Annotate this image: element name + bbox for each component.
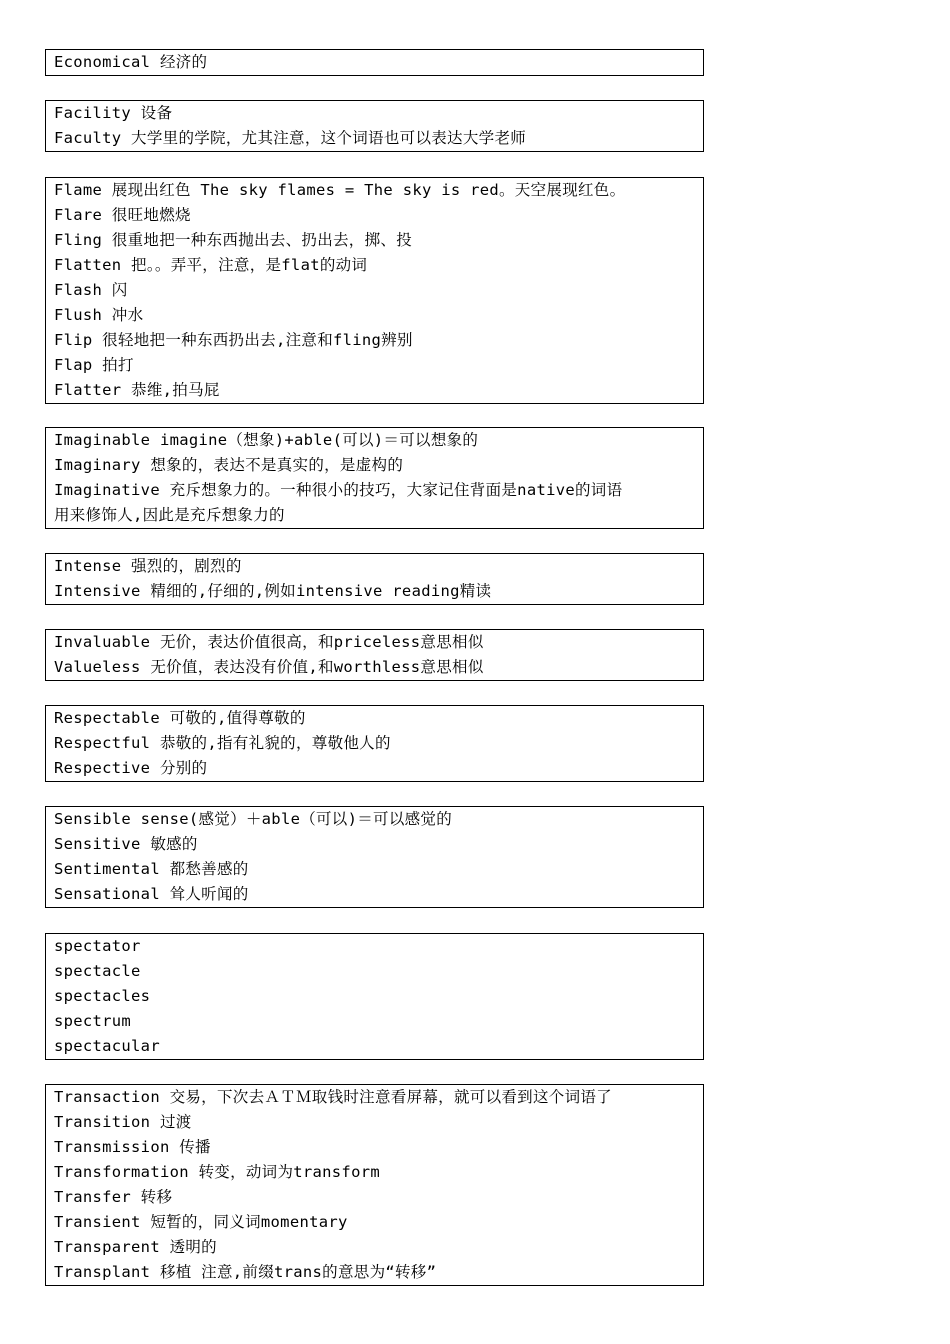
vocab-line: Flatten 把。。弄平，注意，是flat的动词: [54, 256, 368, 274]
vocab-line: Imaginary 想象的，表达不是真实的，是虚构的: [54, 456, 404, 474]
vocab-box-facility: [45, 100, 704, 152]
vocab-box-transaction: [45, 1084, 704, 1286]
vocab-line: Transparent 透明的: [54, 1238, 217, 1256]
vocab-line: Respectable 可敬的,值得尊敬的: [54, 709, 306, 727]
vocab-line: Flatter 恭维,拍马屁: [54, 381, 220, 399]
vocab-line: Sensible sense(感觉）＋able（可以)＝可以感觉的: [54, 810, 453, 828]
vocab-line: Flush 冲水: [54, 306, 144, 324]
vocab-line: Intense 强烈的，剧烈的: [54, 557, 242, 575]
vocab-box-sensible: [45, 806, 704, 908]
vocab-line: Transfer 转移: [54, 1188, 173, 1206]
vocab-line: Transaction 交易，下次去ＡＴＭ取钱时注意看屏幕，就可以看到这个词语了: [54, 1088, 612, 1106]
vocab-box-spectator: [45, 933, 704, 1060]
vocab-line: Fling 很重地把一种东西抛出去、扔出去，掷、投: [54, 231, 412, 249]
vocab-line: Intensive 精细的,仔细的,例如intensive reading精读: [54, 582, 492, 600]
vocab-line: Respective 分别的: [54, 759, 208, 777]
vocab-line: Transplant 移植 注意,前缀trans的意思为“转移”: [54, 1263, 437, 1281]
vocab-line: spectacle: [54, 962, 141, 980]
vocab-line: Faculty 大学里的学院，尤其注意，这个词语也可以表达大学老师: [54, 129, 527, 147]
vocab-box-economical: [45, 49, 704, 76]
vocab-line: Respectful 恭敬的,指有礼貌的，尊敬他人的: [54, 734, 391, 752]
vocab-line: Imaginable imagine（想象)+able(可以)＝可以想象的: [54, 431, 479, 449]
vocab-line: Invaluable 无价，表达价值很高，和priceless意思相似: [54, 633, 484, 651]
vocab-line: Transition 过渡: [54, 1113, 192, 1131]
vocab-line: spectrum: [54, 1012, 132, 1030]
vocab-line: Valueless 无价值，表达没有价值,和worthless意思相似: [54, 658, 484, 676]
vocab-box-flame: [45, 177, 704, 404]
vocab-line: Sensitive 敏感的: [54, 835, 198, 853]
vocab-line: Transformation 转变，动词为transform: [54, 1163, 380, 1181]
vocab-line: Transient 短暂的，同义词momentary: [54, 1213, 348, 1231]
vocab-line: Transmission 传播: [54, 1138, 211, 1156]
vocab-line: Sentimental 都愁善感的: [54, 860, 249, 878]
vocab-line: spectacles: [54, 987, 151, 1005]
vocab-line: Economical 经济的: [54, 53, 208, 71]
vocab-line: Facility 设备: [54, 104, 173, 122]
vocab-box-intense: [45, 553, 704, 605]
vocab-line: Flip 很轻地把一种东西扔出去,注意和fling辨别: [54, 331, 413, 349]
vocab-line: Flare 很旺地燃烧: [54, 206, 191, 224]
vocab-box-imaginable: [45, 427, 704, 529]
vocab-line: Flash 闪: [54, 281, 128, 299]
vocab-line: spectator: [54, 937, 141, 955]
vocab-line: Sensational 耸人听闻的: [54, 885, 249, 903]
vocab-line: Flap 拍打: [54, 356, 134, 374]
vocab-line: Flame 展现出红色 The sky flames = The sky is red。天空展现红色。: [54, 181, 626, 199]
vocab-line: 用来修饰人,因此是充斥想象力的: [54, 506, 285, 524]
vocab-line: spectacular: [54, 1037, 160, 1055]
vocab-box-invaluable: [45, 629, 704, 681]
vocab-box-respectable: [45, 705, 704, 782]
vocab-line: Imaginative 充斥想象力的。一种很小的技巧，大家记住背面是native的词语: [54, 481, 623, 499]
